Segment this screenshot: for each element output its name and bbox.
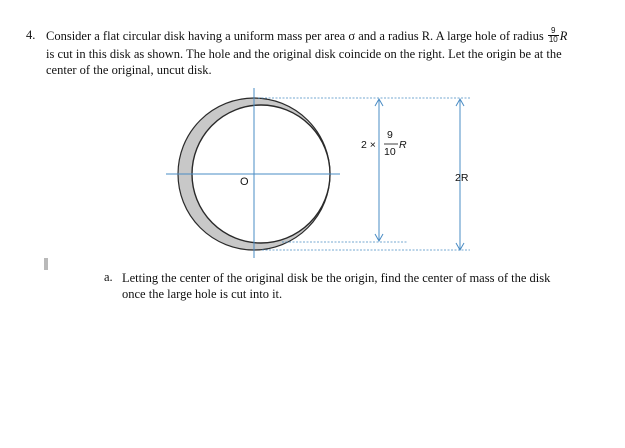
part-a-line-1: Letting the center of the original disk be the origin, find the center of mass of the disk [122,271,551,285]
part-a-text [122,270,582,302]
outer-diameter-label: 2R [455,172,469,184]
margin-marker [44,258,48,270]
hole-label-variable: R [399,139,407,151]
radius-variable: R [559,29,568,43]
hole-label-denominator: 10 [384,146,396,158]
hole-label-numerator: 9 [387,129,393,141]
origin-label: O [240,176,249,188]
stem-line-3: center of the original, uncut disk. [46,63,212,78]
question-number: 4. [26,28,36,42]
part-a-label: a. [104,270,113,284]
fraction-numerator: 9 [551,25,556,35]
stem-line-1-text: Consider a flat circular disk having a uniform mass per area σ and a radius R. A large hole of radius [46,29,544,43]
stem-line-2: is cut in this disk as shown. The hole and the original disk coincide on the right. Let the origin be at the [46,46,562,61]
hole-label-prefix: 2 × [361,139,376,151]
part-a-line-2: once the large hole is cut into it. [122,287,283,301]
fraction-denominator: 10 [548,34,558,44]
